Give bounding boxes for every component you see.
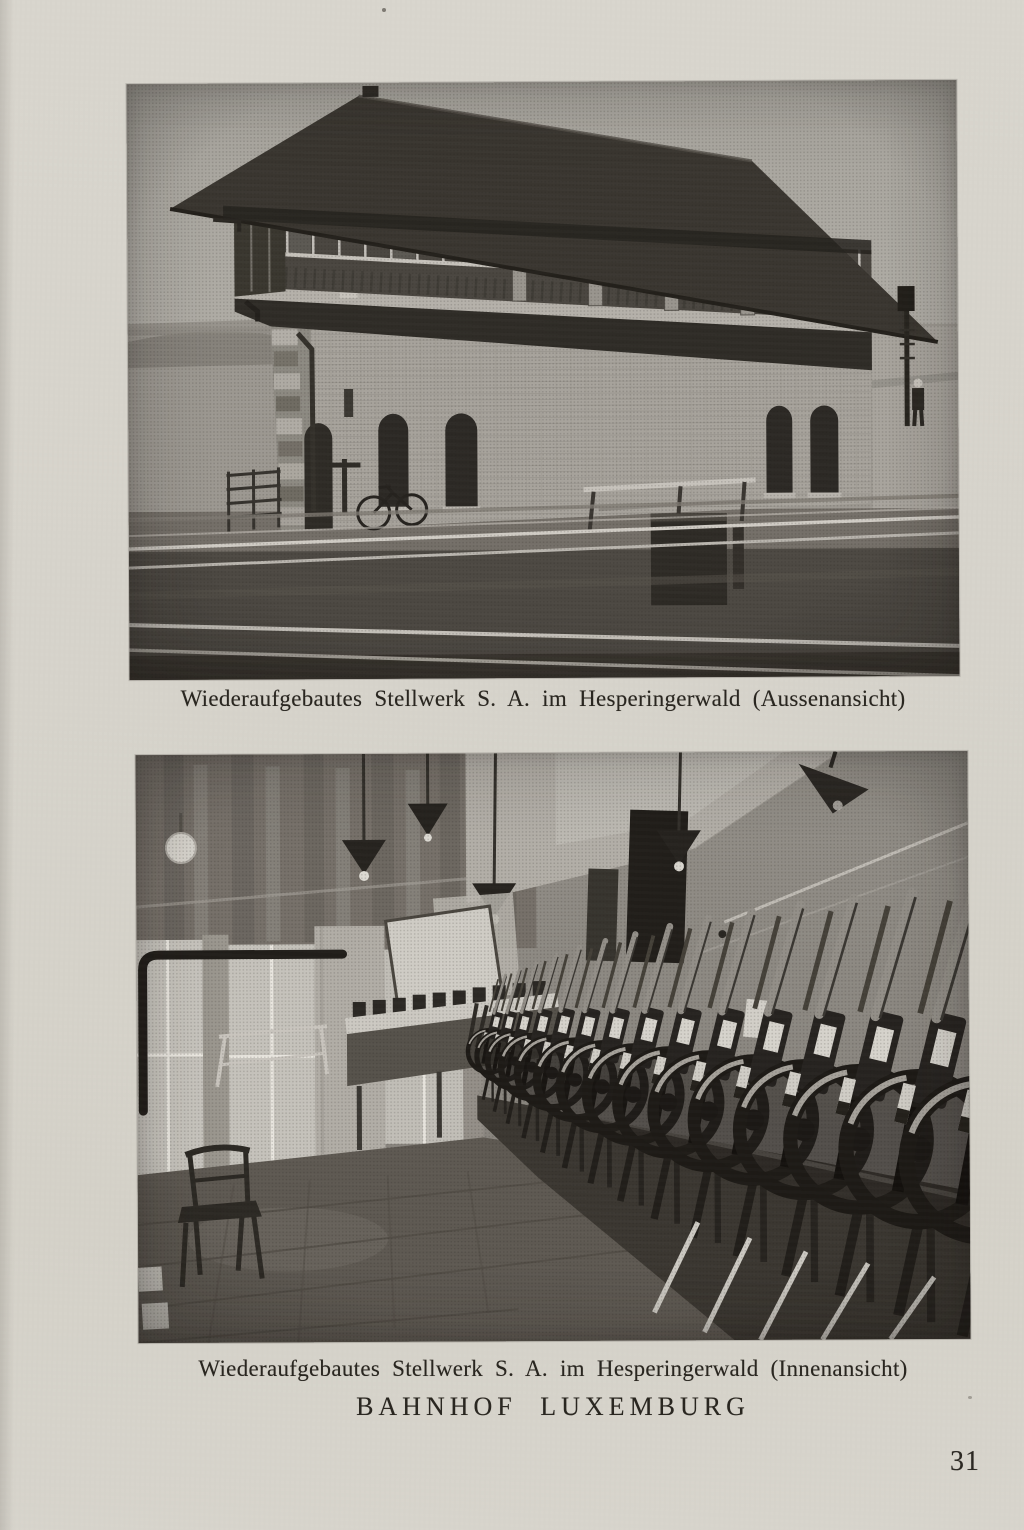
caption-interior: Wiederaufgebautes Stellwerk S. A. im Hesperingerwald (Innenansicht) bbox=[198, 1356, 908, 1381]
caption-exterior: Wiederaufgebautes Stellwerk S. A. im Hesperingerwald (Aussenansicht) bbox=[180, 686, 906, 711]
photo-vignette bbox=[135, 751, 970, 1343]
station-title: BAHNHOF LUXEMBURG bbox=[356, 1392, 750, 1421]
photo-interior bbox=[135, 751, 970, 1343]
scan-edge-shadow bbox=[0, 0, 14, 1530]
page-number: 31 bbox=[950, 1446, 980, 1477]
photo-exterior bbox=[126, 80, 959, 680]
exterior-illustration bbox=[126, 80, 959, 680]
interior-illustration bbox=[135, 751, 970, 1343]
photo-vignette bbox=[126, 80, 959, 680]
paper-speck bbox=[382, 8, 386, 12]
